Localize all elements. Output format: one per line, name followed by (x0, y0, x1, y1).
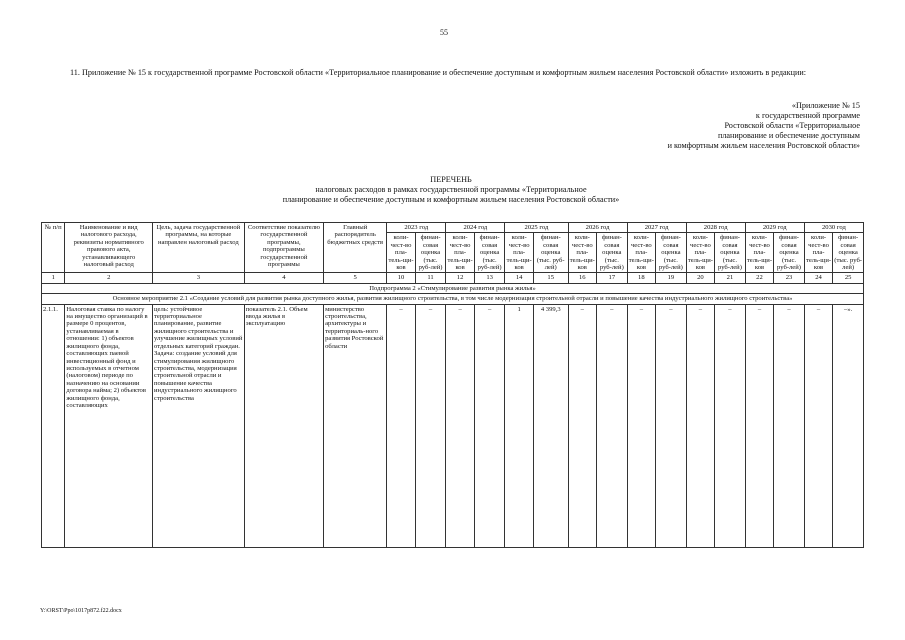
header-row-years (42, 223, 864, 233)
row-value: –». (833, 304, 864, 547)
header-name: Наименование и вид налогового расхода, реквизиты нормативного правового акта, устанавливающего налоговый расход (65, 223, 153, 273)
row-value: – (387, 304, 416, 547)
header-qty: коли-чест-во пла-тель-щи-ков (569, 234, 595, 272)
col-number: 16 (568, 273, 597, 283)
intro-paragraph: 11. Приложение № 15 к государственной программе Ростовской области «Территориальное планирование и обеспечение доступным и комфортным жильем населения Ростовской области» изложить в редакции: (70, 68, 807, 77)
header-year: 2030 год (804, 223, 863, 233)
header-qty: коли-чест-во пла-тель-щи-ков (687, 234, 713, 272)
row-manager: министерство строительства, архитектуры и территориаль-ного развития Ростовской области (324, 304, 387, 547)
header-qty: коли-чест-во пла-тель-щи-ков (506, 234, 532, 272)
tax-expenditure-table (41, 222, 864, 548)
header-year: 2023 год (387, 223, 446, 233)
row-goal: цель: устойчивое территориальное планирование, развитие жилищного строительства и улучшение жилищных условий отдельных категорий граждан. Задача: создание условий для стимулирования жилищного строительства, модернизация строительной отрасли и повышение качества индустриального жилищного строительства (153, 304, 245, 547)
subprogram-title: Подпрограмма 2 «Стимулирование развития рынка жилья» (42, 283, 864, 293)
row-indicator: показатель 2.1. Объем ввода жилья в эксплуатацию (244, 304, 323, 547)
header-qty: коли-чест-во пла-тель-щи-ков (746, 234, 773, 272)
col-number: 21 (715, 273, 746, 283)
appendix-line: «Приложение № 15 (791, 101, 860, 110)
header-year: 2028 год (686, 223, 745, 233)
header-year: 2024 год (446, 223, 505, 233)
row-value: – (627, 304, 656, 547)
header-year: 2027 год (627, 223, 686, 233)
header-manager: Главный распорядитель бюджетных средств (324, 223, 387, 273)
appendix-heading (600, 101, 860, 151)
header-qty: коли-чест-во пла-тель-щи-ков (628, 234, 654, 272)
row-value: – (715, 304, 746, 547)
col-number: 2 (65, 273, 153, 283)
subprogram-row (42, 283, 864, 293)
col-number: 10 (387, 273, 416, 283)
col-number: 13 (474, 273, 505, 283)
row-value: – (568, 304, 597, 547)
title-line: ПЕРЕЧЕНЬ (430, 175, 472, 184)
col-number: 3 (153, 273, 245, 283)
col-number: 17 (597, 273, 628, 283)
col-number: 25 (833, 273, 864, 283)
col-number: 20 (686, 273, 715, 283)
col-number: 4 (244, 273, 323, 283)
header-fin: финан-совая оценка (тыс. руб-лей) (597, 233, 628, 273)
header-year: 2029 год (745, 223, 804, 233)
col-number: 5 (324, 273, 387, 283)
table-row (42, 304, 864, 547)
row-value: – (597, 304, 628, 547)
header-goal: Цель, задача государственной программы, на которые направлен налоговый расход (153, 223, 245, 273)
header-fin: финан-совая оценка (тыс. руб-лей) (415, 233, 446, 273)
col-number: 11 (415, 273, 446, 283)
col-number: 12 (446, 273, 475, 283)
header-year: 2025 год (505, 223, 568, 233)
appendix-line: к государственной программе (755, 111, 860, 120)
row-value: – (804, 304, 833, 547)
col-number: 15 (533, 273, 568, 283)
header-fin: финан-совая оценка (тыс. руб-лей) (774, 233, 805, 273)
col-number: 24 (804, 273, 833, 283)
title-line: планирование и обеспечение доступным и комфортным жильем населения Ростовской области» (282, 195, 620, 204)
col-number: 14 (505, 273, 534, 283)
header-fin: финан-совая оценка (тыс. руб-лей) (834, 234, 862, 272)
header-num: № п/п (42, 223, 65, 273)
title-line: налоговых расходов в рамках государственной программы «Территориальное (315, 185, 587, 194)
col-number: 19 (656, 273, 687, 283)
main-activity-row (42, 294, 864, 304)
appendix-line: планирование и обеспечение доступным (717, 131, 860, 140)
main-activity-title: Основное мероприятие 2.1 «Создание условий для развития рынка доступного жилья, развития жилищного строительства, в том числе модернизация строительной отрасли и повышение качества индустриального жилищного строительства» (42, 294, 864, 304)
row-value: – (656, 304, 687, 547)
header-qty: коли-чест-во пла-тель-щи-ков (805, 234, 832, 272)
col-number: 1 (42, 273, 65, 283)
document-title (40, 175, 862, 205)
row-number: 2.1.1. (42, 304, 65, 547)
col-number: 18 (627, 273, 656, 283)
col-number: 23 (774, 273, 805, 283)
header-fin: финан-совая оценка (тыс. руб-лей) (656, 233, 687, 273)
row-value: – (774, 304, 805, 547)
row-value: – (446, 304, 475, 547)
col-number: 22 (745, 273, 774, 283)
row-value: – (474, 304, 505, 547)
row-name: Налоговая ставка по налогу на имущество организаций в размере 0 процентов, устанавливаемая в отношении: 1) объектов жилищного фонда, составляющих паевой инвестиционный фонд и используемых в отчетном (налоговом) периоде по назначению на основании договора найма; 2) объектов жилищного фонда, составляющих (65, 304, 153, 547)
header-qty: коли-чест-во пла-тель-щи-ков (447, 234, 473, 272)
header-qty: коли-чест-во пла-тель-щи-ков (388, 234, 414, 272)
header-fin: финан-совая оценка (тыс. руб-лей) (474, 233, 505, 273)
page-number: 55 (440, 28, 448, 37)
appendix-line: Ростовской области «Территориальное (724, 121, 860, 130)
header-fin: финан-совая оценка (тыс. руб-лей) (715, 233, 746, 273)
file-path-footer: Y:\ORST\Ppo\1017p872.f22.docx (40, 608, 122, 614)
header-year: 2026 год (568, 223, 627, 233)
row-value: – (686, 304, 715, 547)
row-value: – (745, 304, 774, 547)
header-fin: финан-совая оценка (тыс. руб-лей) (533, 233, 568, 273)
appendix-line: и комфортным жильем населения Ростовской области» (667, 141, 860, 150)
row-value: 1 (505, 304, 534, 547)
row-value: 4 399,3 (533, 304, 568, 547)
column-number-row (42, 273, 864, 283)
row-value: – (415, 304, 446, 547)
header-indicator: Соответствие показателю государственной программы, подпрограммы государственной программы (244, 223, 323, 273)
